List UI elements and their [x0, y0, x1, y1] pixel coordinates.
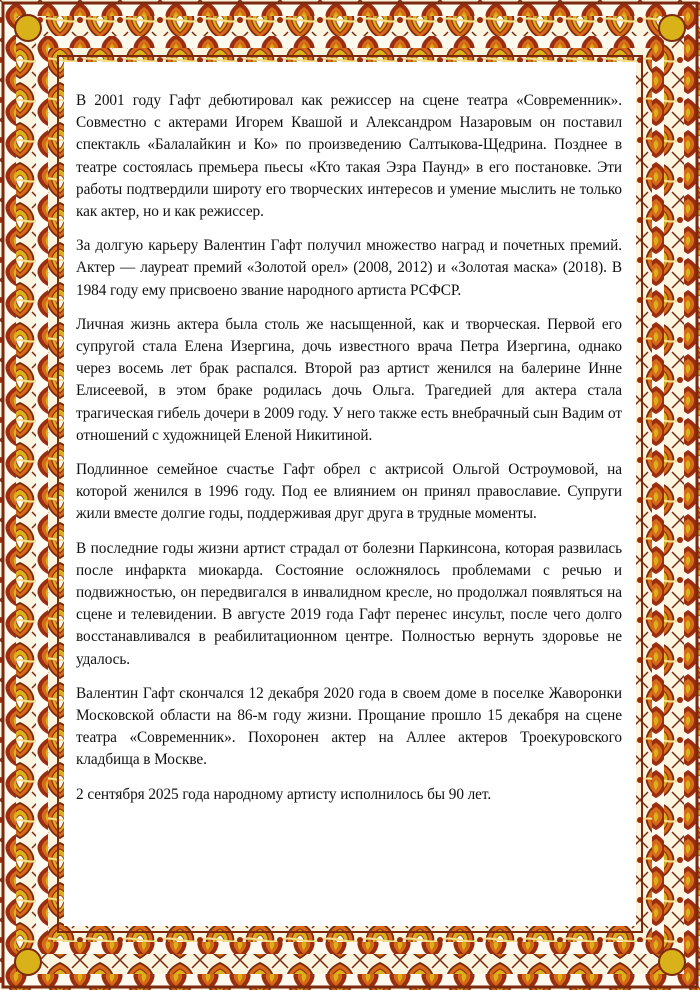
paragraph-family: Личная жизнь актера была столь же насыщенной, как и творческая. Первой его супругой стала Елена Изергина, дочь известного врача Петра Изергина, однако через восемь лет брак распался. Второй раз артист женился на балерине Инне Елисеевой, в этом браке родилась дочь Ольга. Трагедией для актера стала трагическая гибель дочери в 2009 году. У него также есть внебрачный сын Вадим от отношений с художницей Еленой Никитиной.: [76, 315, 622, 444]
corner-ornament-bottom-right: [659, 949, 685, 975]
corner-ornament-top-right: [659, 15, 685, 41]
paragraph-directing: В 2001 году Гафт дебютировал как режиссер на сцене театра «Современник». Совместно с актерами Игорем Квашой и Александром Назаровым он поставил спектакль «Балалайкин и Ко» по произведению Салтыкова-Щедрина. Позднее в театре состоялась премьера пьесы «Кто такая Эзра Паунд» в его постановке. Эти работы подтвердили широту его творческих интересов и умение мыслить не только как актер, но и как режиссер.: [76, 92, 622, 221]
paragraph-awards: За долгую карьеру Валентин Гафт получил множество наград и почетных премий. Актер — лауреат премий «Золотой орел» (2008, 2012) и «Золотая маска» (2018). В 1984 году ему присвоено звание народного артиста РСФСР.: [76, 237, 622, 299]
corner-ornament-bottom-left: [15, 949, 41, 975]
paragraph-marriage: Подлинное семейное счастье Гафт обрел с актрисой Ольгой Остроумовой, на которой женился в 1996 году. Под ее влиянием он принял православие. Супруги жили вместе долгие годы, поддерживая друг друга в трудные моменты.: [76, 461, 622, 523]
paragraph-death: Валентин Гафт скончался 12 декабря 2020 года в своем доме в поселке Жаворонки Московской области на 86-м году жизни. Прощание прошло 15 декабря на сцене театра «Современник». Похоронен актер на Аллее актеров Троекуровского кладбища в Москве.: [76, 684, 622, 769]
corner-ornament-top-left: [15, 15, 41, 41]
article-text: [76, 90, 622, 806]
paragraph-anniversary: 2 сентября 2025 года народному артисту исполнилось бы 90 лет.: [76, 785, 492, 803]
paragraph-health: В последние годы жизни артист страдал от болезни Паркинсона, которая развилась после инфаркта миокарда. Состояние осложнялось проблемами с речью и подвижностью, он передвигался в инвалидном кресле, но продолжал появляться на сцене и телевидении. В августе 2019 года Гафт перенес инсульт, после чего долго восстанавливался в реабилитационном центре. Полностью вернуть здоровье не удалось.: [76, 539, 622, 668]
